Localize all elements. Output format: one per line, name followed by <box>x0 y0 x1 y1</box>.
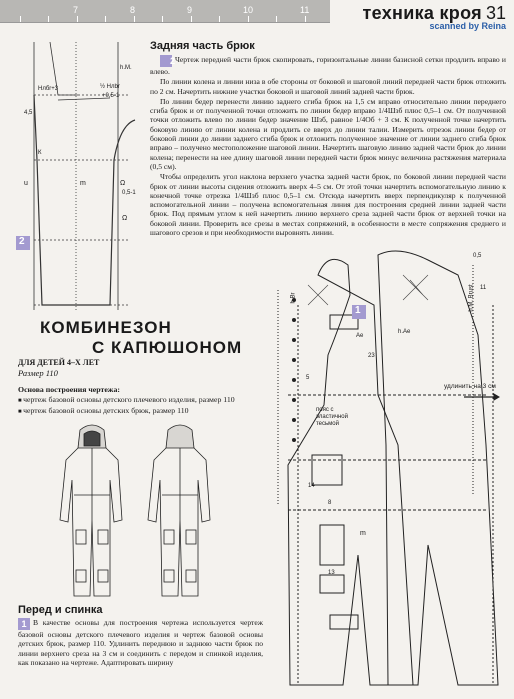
paragraph: Чертеж передней части брюк скопировать, горизонтальные линии базисной сетки продлить вправо и влево. <box>150 55 506 76</box>
paragraph: Чтобы определить угол наклона верхнего участка задней части брюк, по боковой линии передней части брюк от линии высоты сидения отложить вверх 4–5 см. От этой точки начертить вспомогательную линию к конечной точке отрезка 1/4Шзб плюс 0,5–1 см. Отсюда начертить вверх перпендикуляр к полученной вспомогательной линии – получена вспомогательная линия для построения средней линии задней части брюк. Под прямым углом к ней начертить линию верхнего среза задней части брюк от верхней точки на боковой линии. Проверить все срезы в местах сопряжений, в особенности в месте сопряжения среднего и шагового срезов и при необходимости выровнять линии. <box>150 172 506 238</box>
basis-title: Основа построения чертежа: <box>18 385 120 394</box>
diagram-label: К <box>38 150 42 156</box>
diagram-label: h.M. <box>120 65 132 71</box>
diagram-label: ½ Нлbr <box>100 84 120 90</box>
jumpsuit-pattern-diagram <box>268 245 508 695</box>
paragraph: В качестве основы для построения чертежа используется чертеж базовой основы детского плечевого изделия и чертеж базовой основы детских брюк, размер 110. Удлинить переднюю и заднюю части брюк по линии верхнего среза на 3 см и соединить с передом и спинкой изделия, как показано на чертеже. Адаптировать ширину <box>18 618 263 667</box>
title-line: С КАПЮШОНОМ <box>92 338 243 357</box>
page-number: 31 <box>485 3 506 23</box>
ruler-number: 8 <box>130 5 136 15</box>
title-line: КОМБИНЕЗОН <box>40 318 172 337</box>
ruler-number: 9 <box>187 5 193 15</box>
basis-list <box>18 385 235 417</box>
page-ruler <box>0 0 330 23</box>
diagram-badge: 2 <box>19 236 25 247</box>
diagram-label: Ω <box>122 215 128 222</box>
diagram-label: 4,5 <box>24 110 33 116</box>
basis-item: ■ чертеж базовой основы детского плечевого изделия, размер 110 <box>18 395 235 406</box>
front-back-title: Перед и спинка <box>18 604 103 616</box>
diagram-badge: 1 <box>355 305 361 316</box>
basis-item: ■ чертеж базовой основы детских брюк, размер 110 <box>18 406 235 417</box>
page-header <box>363 3 506 31</box>
step-badge: 1 <box>18 618 30 630</box>
diagram-label: пояс с эластичной тесьмой <box>316 407 348 427</box>
diagram-label: 11 <box>480 285 487 291</box>
diagram-label: h.Ae <box>398 329 411 335</box>
paragraph: По линии бедер перенести линию заднего сгиба брюк на 1,5 см вправо относительно линии переднего сгиба брюк и от полученной точки отложить по линии бедер вправо 1/4Шзб плюс 0,5–1 см. От полученной точки отложить влево по линии бедер значение Шзб, равное 1/4Об + 3 см. К полученной точке начертить боковую линию от линии колена и продлить се вверх до линии талии. Измерить отрезок линии бедер от боковой линии до линии заднего сгиба брюк и отложить полученное значение от линии заднего сгиба брюк вправо – получено местоположение шаговой линии. Начертить шаговую линию задней части брюк до линии колена; перенести на нее длину шаговой линии передней части брюк минус величина растяжения материала (0,5 см). <box>150 96 506 171</box>
scan-credit: scanned by Reina <box>429 21 506 31</box>
back-section-title: Задняя часть брюк <box>150 40 255 52</box>
main-title <box>40 318 270 358</box>
diagram-label: Нлбr+3 <box>38 86 59 92</box>
diagram-label: 0,5 <box>473 253 482 259</box>
jumpsuit-sketches <box>40 420 240 598</box>
diagram-label: Ае <box>356 333 364 339</box>
diagram-label: 13 <box>328 570 335 576</box>
diagram-label: h.M. Вrust <box>468 284 475 312</box>
ruler-number: 10 <box>243 5 254 15</box>
diagram-label: 14 <box>308 483 315 489</box>
diagram-label: удлинить на 3 см <box>444 383 496 390</box>
diagram-label: u <box>24 180 28 187</box>
ruler-number: 11 <box>300 5 310 15</box>
age-label: ДЛЯ ДЕТЕЙ 4–Х ЛЕТ <box>18 358 100 367</box>
back-section-text <box>150 55 506 238</box>
section-title: техника кроя <box>362 3 482 23</box>
diagram-label: Ω <box>120 180 126 187</box>
diagram-label: 23 <box>368 353 375 359</box>
diagram-label: h.Br <box>290 292 297 304</box>
trousers-pattern-diagram <box>10 40 140 320</box>
step-badge: 2 <box>160 55 172 67</box>
diagram-label: 5 <box>306 375 310 381</box>
paragraph: По линии колена и линии низа в обе стороны от боковой и шаговой линий передней части брюк отложить по 2 см. Начертить нижние участки боковой и шаговой линий задней части брюк. <box>150 77 506 96</box>
ruler-number: 7 <box>73 5 79 15</box>
diagram-label: m <box>360 530 366 537</box>
diagram-label: 8 <box>328 500 332 506</box>
front-back-text <box>18 618 263 668</box>
diagram-label: 0,5-1 <box>122 190 136 196</box>
diagram-label: m <box>80 180 86 187</box>
diagram-label: +0,5-1 <box>102 93 120 99</box>
size-label: Размер 110 <box>18 368 58 378</box>
